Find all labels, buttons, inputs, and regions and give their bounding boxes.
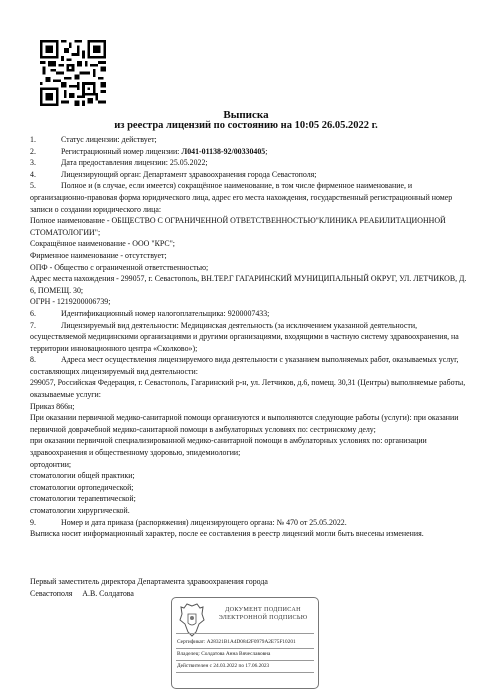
item-8: 8. Адреса мест осуществления лицензируемого вида деятельности с указанием выполняемых работ, оказываемых услуг, составляющих лицензируемый вид деятельности: xyxy=(30,355,459,376)
service-item: стоматологии ортопедической; xyxy=(30,482,134,492)
document-subtitle: из реестра лицензий по состоянию на 10:05 26.05.2022 г. xyxy=(114,120,378,131)
services-primary: При оказании первичной медико-санитарной помощи организуются и выполняются следующие работы (услуги): при оказании первичной доврачебной медико-санитарной помощи в амбулаторных условиях по: сестринскому делу; xyxy=(30,413,459,434)
legal-form: ОПФ - Общество с ограниченной ответственностью; xyxy=(30,262,209,272)
signer-position: Первый заместитель директора Департамента здравоохранения города xyxy=(30,577,268,586)
item-6: 6. Идентификационный номер налогоплательщика: 9200007433; xyxy=(30,308,270,318)
service-item: ортодонтии; xyxy=(30,459,72,469)
signer-name: Севастополя А.В. Солдатова xyxy=(30,588,134,598)
service-item: стоматологии терапевтической; xyxy=(30,494,136,504)
address: Адрес места нахождения - 299057, г. Севастополь, ВН.ТЕР.Г ГАГАРИНСКИЙ МУНИЦИПАЛЬНЫЙ ОКРУГ, УЛ. ЛЕТЧИКОВ, Д. 6, ПОМЕЩ. 30; xyxy=(30,274,467,295)
stamp-validity: Действителен с 24.03.2022 по 17.06.2023 xyxy=(177,663,270,669)
brand-name: Фирменное наименование - отсутствует; xyxy=(30,250,167,260)
stamp-owner: Владелец: Солдатова Анна Вячеславовна xyxy=(177,651,271,657)
stamp-certificate: Сертификат: A28321B1A4D0842F0979A2E75F10201 xyxy=(177,639,296,645)
stamp-header-2: ЭЛЕКТРОННОЙ ПОДПИСЬЮ xyxy=(218,614,308,621)
item-4: 4. Лицензирующий орган: Департамент здравоохранения города Севастополя; xyxy=(30,169,317,179)
work-address: 299057, Российская Федерация, г. Севастополь, Гагаринский р-н, ул. Летчиков, д.6, помещ. 30,31 (Центры) выполняемые работы, оказываемые услуги: xyxy=(30,378,466,400)
document-body xyxy=(30,134,470,540)
item-2: 2. Регистрационный номер лицензии: Л041-01138-92/00330405; xyxy=(30,146,268,156)
e-signature-stamp xyxy=(171,597,319,689)
item-1: 1. Статус лицензии: действует; xyxy=(30,135,157,144)
item-3: 3. Дата предоставления лицензии: 25.05.2022; xyxy=(30,158,208,168)
item-5: 5. Полное и (в случае, если имеется) сокращённое наименование, в том числе фирменное наименование, и организационно-правовая форма юридического лица, адрес его места нахождения, государственный регистрационный номер записи о создании юридического лица: xyxy=(30,181,453,214)
service-item: стоматологии хирургической. xyxy=(30,506,130,515)
service-item: стоматологии общей практики; xyxy=(30,471,135,481)
order-ref: Приказ 866н; xyxy=(30,401,75,411)
full-name: Полное наименование - ОБЩЕСТВО С ОГРАНИЧЕННОЙ ОТВЕТСТВЕННОСТЬЮ"КЛИНИКА РЕАБИЛИТАЦИОННОЙ СТОМАТОЛОГИИ"; xyxy=(30,216,446,237)
license-number: Л041-01138-92/00330405 xyxy=(181,146,266,156)
document-title: Выписка xyxy=(223,109,269,121)
item-9: 9. Номер и дата приказа (распоряжения) лицензирующего органа: № 470 от 25.05.2022. xyxy=(30,517,347,527)
ogrn: ОГРН - 1219200006739; xyxy=(30,297,111,307)
item-7: 7. Лицензируемый вид деятельности: Медицинская деятельность (за исключением указанной деятельности, осуществляемой медицинскими организациями и другими организациями, входящими в частную систему здравоохранения, на территории инновационного центра «Сколково»); xyxy=(30,320,459,353)
services-specialized: при оказании первичной специализированной медико-санитарной помощи в амбулаторных условиях по: организации здравоохранения и общественному здоровью, эпидемиологии; xyxy=(30,436,427,458)
short-name: Сокращённое наименование - ООО "КРС"; xyxy=(30,239,175,249)
qr-code-icon xyxy=(40,40,106,106)
disclaimer-note: Выписка носит информационный характер, после ее составления в реестр лицензий могли быть внесены изменения. xyxy=(30,529,424,539)
signature-block xyxy=(30,576,470,599)
stamp-header-1: ДОКУМЕНТ ПОДПИСАН xyxy=(225,606,301,613)
